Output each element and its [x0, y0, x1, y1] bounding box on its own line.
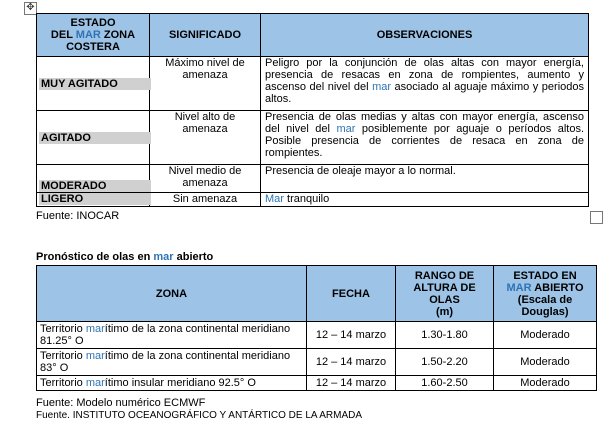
header-significado: SIGNIFICADO	[150, 14, 261, 57]
rango-cell: 1.50-2.20	[396, 349, 494, 376]
significado-cell: Sin amenaza	[150, 193, 261, 207]
table-row	[37, 57, 589, 111]
header-estado: ESTADO DEL MAR ZONA COSTERA	[37, 14, 150, 57]
table-row	[37, 376, 597, 391]
observaciones-cell: Peligro por la conjunción de olas altas con mayor energía, presencia de resacas en zona de rompientes, aumento y ascenso del nivel del mar asociado al aguaje máximo y periodos altos.	[261, 57, 589, 111]
header-estado-mar-abierto: ESTADO EN MAR ABIERTO (Escala de Douglas)	[494, 266, 597, 322]
header-zona: ZONA	[37, 266, 307, 322]
table2-source-institute: Fuente. INSTITUTO OCEANOGRÁFICO Y ANTÁRTICO DE LA ARMADA	[36, 410, 363, 421]
table-resize-handle-icon[interactable]	[590, 211, 603, 224]
fecha-cell: 12 – 14 marzo	[307, 322, 396, 349]
fecha-cell: 12 – 14 marzo	[307, 349, 396, 376]
estado-cell: Moderado	[494, 322, 597, 349]
zona-cell: Territorio marítimo de la zona continental meridiano 83° O	[37, 349, 307, 376]
table2-source-model: Fuente: Modelo numérico ECMWF	[36, 397, 206, 409]
estado-cell: Moderado	[494, 376, 597, 391]
significado-cell: Nivel medio de amenaza	[150, 165, 261, 193]
table-row	[37, 322, 597, 349]
table-row	[37, 193, 589, 207]
observaciones-cell: Presencia de olas medias y altas con mayor energía, ascenso del nivel del mar posiblemente por aguaje o períodos altos. Posible presencia de corrientes de resaca en zona de rompientes.	[261, 111, 589, 165]
table-header-row	[37, 266, 597, 322]
table-row	[37, 165, 589, 193]
table-move-handle-icon[interactable]: ✥	[24, 2, 37, 15]
rango-cell: 1.30-1.80	[396, 322, 494, 349]
zona-cell: Territorio marítimo de la zona continental meridiano 81.25° O	[37, 322, 307, 349]
header-rango: RANGO DE ALTURA DE OLAS (m)	[396, 266, 494, 322]
table-row	[37, 111, 589, 165]
rango-cell: 1.60-2.50	[396, 376, 494, 391]
sea-state-table	[36, 13, 589, 207]
state-cell: MUY AGITADO	[37, 57, 150, 111]
table-header-row	[37, 14, 589, 57]
significado-cell: Máximo nivel de amenaza	[150, 57, 261, 111]
fecha-cell: 12 – 14 marzo	[307, 376, 396, 391]
state-cell: MODERADO	[37, 165, 150, 193]
significado-cell: Nivel alto de amenaza	[150, 111, 261, 165]
table-row	[37, 349, 597, 376]
header-observaciones: OBSERVACIONES	[261, 14, 589, 57]
state-cell: LIGERO	[37, 193, 150, 207]
header-fecha: FECHA	[307, 266, 396, 322]
state-cell: AGITADO	[37, 111, 150, 165]
observaciones-cell: Mar tranquilo	[261, 193, 589, 207]
wave-forecast-table	[36, 265, 597, 391]
table1-source: Fuente: INOCAR	[36, 210, 120, 222]
zona-cell: Territorio marítimo insular meridiano 92.5° O	[37, 376, 307, 391]
observaciones-cell: Presencia de oleaje mayor a lo normal.	[261, 165, 589, 193]
section-title: Pronóstico de olas en mar abierto	[36, 251, 214, 263]
estado-cell: Moderado	[494, 349, 597, 376]
